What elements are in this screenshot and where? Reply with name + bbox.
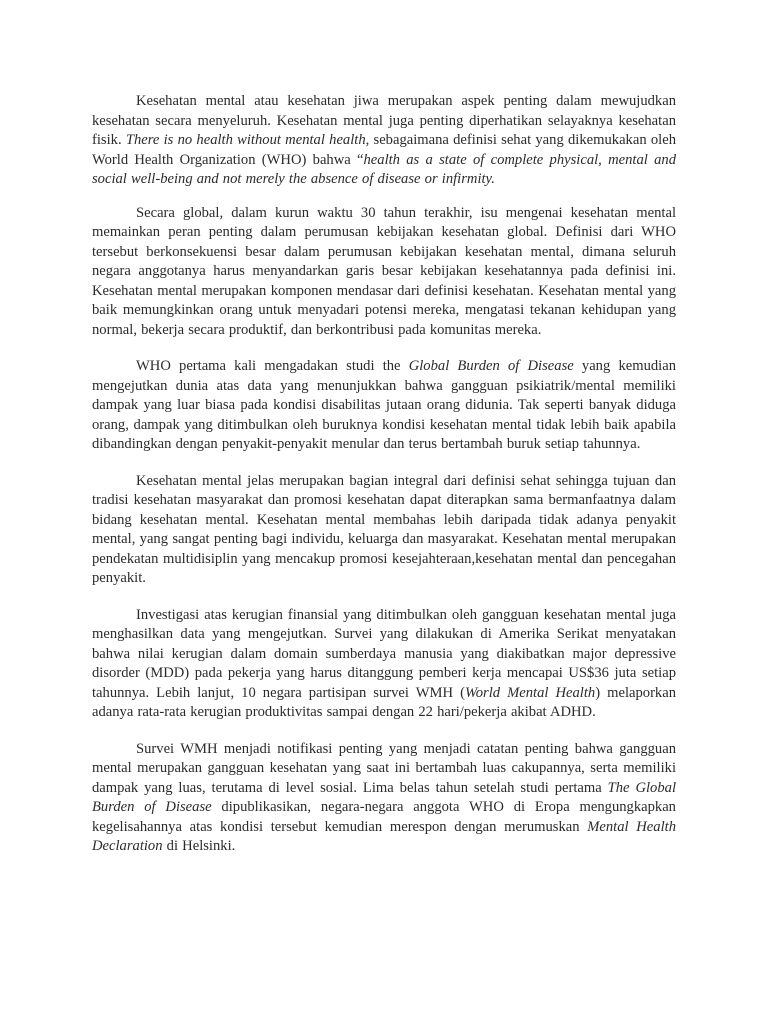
text-segment: Survei WMH menjadi notifikasi penting yang menjadi catatan penting bahwa gangguan mental merupakan gangguan kesehatan yang saat ini bertambah luas cakupannya, serta memiliki dampak yang luas, terutama di level sosial. Lima belas tahun setelah studi pertama xyxy=(92,740,676,796)
paragraph-2 xyxy=(92,204,676,341)
text-segment: ) melaporkan adanya rata-rata kerugian produktivitas sampai dengan 22 hari/pekerja akibat ADHD. xyxy=(92,684,676,720)
paragraph-6 xyxy=(92,740,676,857)
italic-segment: The Global Burden of Disease xyxy=(92,779,677,815)
paragraph-3 xyxy=(92,357,676,455)
text-segment: , sebagaimana definisi sehat yang dikemukakan oleh World Health Organization (WHO) bahwa “ xyxy=(92,132,676,168)
paragraph-5 xyxy=(92,606,676,723)
text-segment: WHO pertama kali mengadakan studi the xyxy=(136,358,409,374)
text-segment: Kesehatan mental jelas merupakan bagian integral dari definisi sehat sehingga tujuan dan tradisi kesehatan masyarakat dan promosi kesehatan dapat diterapkan sama bermanfaatnya dalam bidang kesehatan mental. Kesehatan mental membahas lebih daripada tidak adanya penyakit mental, yang sangat penting bagi individu, keluarga dan masyarakat. Kesehatan mental merupakan pendekatan multidisiplin yang mencakup promosi kesejahteraan,kesehatan mental dan pencegahan penyakit. xyxy=(92,472,676,586)
italic-segment: Mental Health Declaration xyxy=(92,818,676,854)
paragraph-1 xyxy=(92,92,676,190)
paragraph-4 xyxy=(92,472,676,589)
text-segment: Secara global, dalam kurun waktu 30 tahun terakhir, isu mengenai kesehatan mental memainkan peran penting dalam perumusan kebijakan kesehatan global. Definisi dari WHO tersebut berkonsekuensi besar dalam perumusan kebijakan kesehatan mental, dimana seluruh negara anggotanya harus menyandarkan garis besar kebijakan kesehatannya pada definisi ini. Kesehatan mental merupakan komponen mendasar dari definisi kesehatan. Kesehatan mental yang baik memungkinkan orang untuk menyadari potensi mereka, mengatasi tekanan kehidupan yang normal, bekerja secara produktif, dan berkontribusi pada komunitas mereka. xyxy=(92,204,676,338)
italic-segment: World Mental Health xyxy=(464,684,596,701)
text-segment: dipublikasikan, negara-negara anggota WHO di Eropa mengungkapkan kegelisahannya atas kondisi tersebut kemudian merespon dengan merumuskan xyxy=(92,799,676,835)
text-segment: yang kemudian mengejutkan dunia atas data yang menunjukkan bahwa gangguan psikiatrik/mental memiliki dampak yang luar biasa pada kondisi disabilitas jutaan orang didunia. Tak seperti banyak diduga orang, dampak yang ditimbulkan oleh buruknya kondisi kesehatan mental tidak lebih baik apabila dibandingkan dengan penyakit-penyakit menular dan terus bertambah buruk setiap tahunnya. xyxy=(92,358,676,452)
text-segment: Investigasi atas kerugian finansial yang ditimbulkan oleh gangguan kesehatan mental juga menghasilkan data yang mengejutkan. Survei yang dilakukan di Amerika Serikat menyatakan bahwa nilai kerugian dalam domain sumberdaya manusia yang diakibatkan major depressive disorder (MDD) pada pekerja yang harus ditanggung pemberi kerja mencapai US$36 juta setiap tahunnya. Lebih lanjut, 10 negara partisipan survei WMH ( xyxy=(92,606,676,701)
italic-segment: Global Burden of Disease xyxy=(408,358,574,374)
text-segment: di Helsinki. xyxy=(162,838,236,854)
text-segment: Kesehatan mental atau kesehatan jiwa merupakan aspek penting dalam mewujudkan kesehatan secara menyeluruh. Kesehatan mental juga penting diperhatikan selayaknya kesehatan fisik. xyxy=(92,93,676,148)
italic-segment: health as a state of complete physical, mental and social well-being and not merely the absence of disease or infirmity. xyxy=(92,151,677,187)
italic-segment: There is no health without mental health xyxy=(125,132,366,148)
